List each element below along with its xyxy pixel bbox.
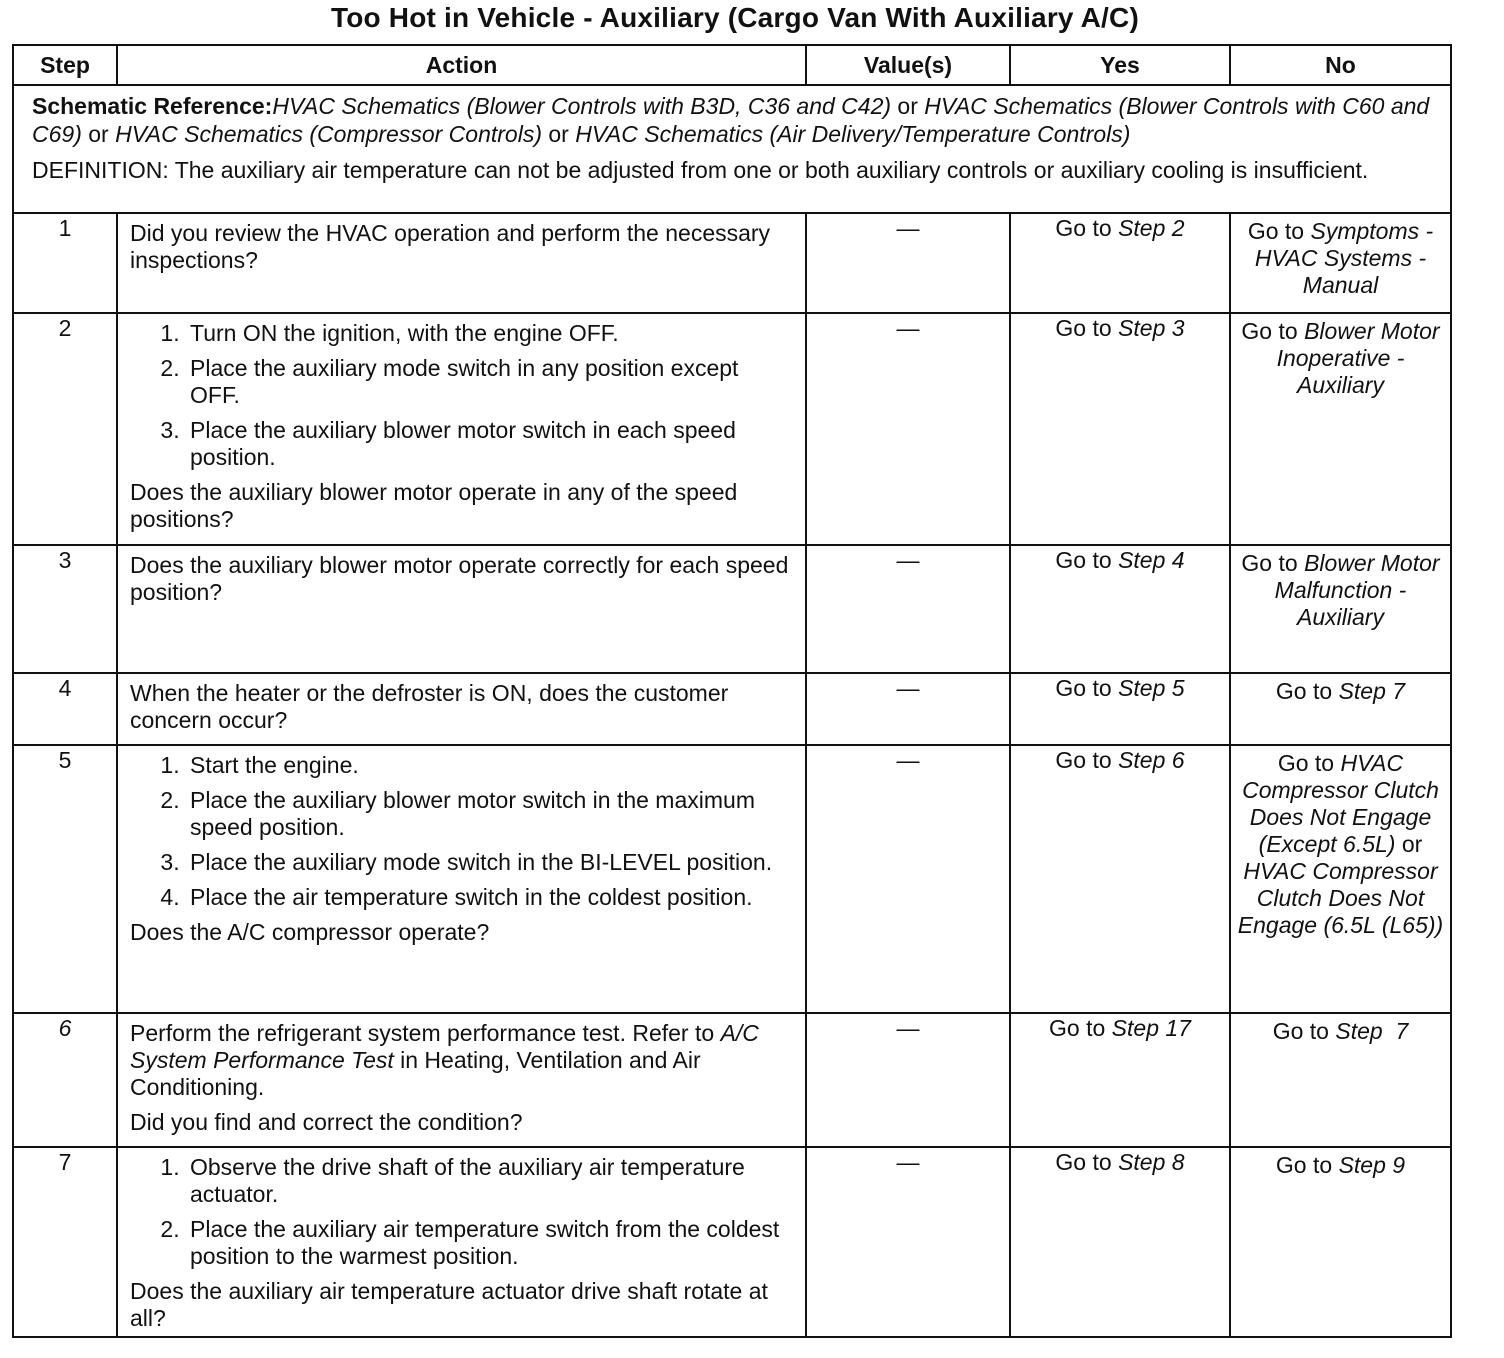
table-row <box>13 545 1451 673</box>
step-number: 3 <box>13 545 117 673</box>
instruction-ref-link[interactable]: A/C System Performance Test <box>130 1020 759 1073</box>
yes-cell <box>1010 1013 1230 1147</box>
instruction-text <box>130 1020 793 1101</box>
goto-prefix: Go to <box>1241 318 1305 344</box>
no-cell <box>1230 1147 1451 1337</box>
yes-link[interactable]: Step 3 <box>1118 315 1185 341</box>
list-item: 3. Place the auxiliary mode switch in the BI-LEVEL position. <box>186 849 793 876</box>
list-item: 1. Turn ON the ignition, with the engine OFF. <box>186 320 793 347</box>
no-cell <box>1230 745 1451 1013</box>
goto-prefix: Go to <box>1055 675 1119 701</box>
schematic-label: Schematic Reference: <box>32 93 273 119</box>
goto-prefix: Go to <box>1055 315 1119 341</box>
list-item: 2. Place the auxiliary mode switch in any position except OFF. <box>186 355 793 409</box>
yes-link[interactable]: Step 5 <box>1118 675 1185 701</box>
value-cell: — <box>806 313 1010 545</box>
yes-cell <box>1010 545 1230 673</box>
yes-cell <box>1010 313 1230 545</box>
value-cell: — <box>806 213 1010 313</box>
value-cell: — <box>806 745 1010 1013</box>
header-row <box>13 45 1451 85</box>
yes-cell <box>1010 745 1230 1013</box>
page-title: Too Hot in Vehicle - Auxiliary (Cargo Van With Auxiliary A/C) <box>331 2 1139 33</box>
question-text: Does the auxiliary blower motor operate in any of the speed positions? <box>130 479 738 532</box>
yes-link[interactable]: Step 8 <box>1118 1149 1185 1175</box>
no-cell <box>1230 213 1451 313</box>
yes-cell <box>1010 213 1230 313</box>
step-number: 5 <box>13 745 117 1013</box>
goto-prefix: Go to <box>1247 218 1311 244</box>
goto-prefix: Go to <box>1275 678 1339 704</box>
schematic-ref-4[interactable]: HVAC Schematics (Air Delivery/Temperature Controls) <box>575 121 1131 147</box>
no-link[interactable]: Step 9 <box>1338 1152 1406 1178</box>
or-text: or <box>891 93 925 119</box>
action-cell <box>117 1013 806 1147</box>
list-item: 3. Place the auxiliary blower motor switch in each speed position. <box>186 417 793 471</box>
no-link[interactable]: Step 7 <box>1335 1018 1409 1044</box>
schematic-reference <box>32 92 1432 148</box>
or-text: or <box>542 121 576 147</box>
list-item: 1. Observe the drive shaft of the auxiliary air temperature actuator. <box>186 1154 793 1208</box>
value-cell: — <box>806 673 1010 745</box>
header-action: Action <box>117 45 806 85</box>
no-cell <box>1230 673 1451 745</box>
table-row <box>13 313 1451 545</box>
table-row <box>13 673 1451 745</box>
action-cell <box>117 673 806 745</box>
schematic-ref-2[interactable]: HVAC Schematics (Blower Controls with C60 and C69) <box>32 93 1430 147</box>
header-no: No <box>1230 45 1451 85</box>
goto-prefix: Go to <box>1277 750 1341 776</box>
schematic-ref-3[interactable]: HVAC Schematics (Compressor Controls) <box>115 121 542 147</box>
question-text: Does the auxiliary blower motor operate correctly for each speed position? <box>130 552 789 605</box>
no-link[interactable]: Blower Motor Malfunction - Auxiliary <box>1274 550 1440 630</box>
goto-prefix: Go to <box>1049 1015 1112 1041</box>
question-text: Did you review the HVAC operation and perform the necessary inspections? <box>130 220 771 273</box>
value-cell: — <box>806 1147 1010 1337</box>
table-row <box>13 1013 1451 1147</box>
no-link-a[interactable]: HVAC Compressor Clutch Does Not Engage (Except 6.5L) <box>1242 750 1439 857</box>
goto-prefix: Go to <box>1241 550 1305 576</box>
list-item: 4. Place the air temperature switch in the coldest position. <box>186 884 793 911</box>
value-cell: — <box>806 1013 1010 1147</box>
step-number: 4 <box>13 673 117 745</box>
no-link-b[interactable]: HVAC Compressor Clutch Does Not Engage (6.5L (L65)) <box>1237 858 1444 938</box>
action-cell <box>117 1147 806 1337</box>
diagnostic-table <box>12 44 1452 1338</box>
step-number: 7 <box>13 1147 117 1337</box>
no-cell <box>1230 545 1451 673</box>
yes-link[interactable]: Step 4 <box>1118 547 1185 573</box>
step-number: 2 <box>13 313 117 545</box>
definition-text: DEFINITION: The auxiliary air temperature can not be adjusted from one or both auxiliary controls or auxiliary cooling is insufficient. <box>32 157 1369 183</box>
instruction-list <box>130 320 793 471</box>
table-row <box>13 745 1451 1013</box>
step-number <box>13 1013 117 1147</box>
schematic-ref-1[interactable]: HVAC Schematics (Blower Controls with B3D, C36 and C42) <box>272 93 892 119</box>
instruction-list <box>130 1154 793 1270</box>
no-link[interactable]: Blower Motor Inoperative - Auxiliary <box>1276 318 1440 398</box>
yes-link[interactable]: Step 17 <box>1111 1015 1191 1041</box>
schematic-cell <box>13 85 1451 213</box>
action-cell <box>117 545 806 673</box>
goto-prefix: Go to <box>1055 1149 1119 1175</box>
no-link[interactable]: Symptoms - HVAC Systems - Manual <box>1254 218 1434 298</box>
list-item: 2. Place the auxiliary air temperature switch from the coldest position to the warmest position. <box>186 1216 793 1270</box>
instruction-pre: Perform the refrigerant system performance test. Refer to <box>130 1020 721 1046</box>
no-cell <box>1230 313 1451 545</box>
action-cell <box>117 313 806 545</box>
list-item: 1. Start the engine. <box>186 752 793 779</box>
or-text: or <box>81 121 116 147</box>
value-cell: — <box>806 545 1010 673</box>
yes-link[interactable]: Step 6 <box>1118 747 1185 773</box>
schematic-row <box>13 85 1451 213</box>
question-text: Did you find and correct the condition? <box>130 1109 523 1135</box>
instruction-post: in Heating, Ventilation and Air Conditioning. <box>130 1047 701 1100</box>
table-row <box>13 213 1451 313</box>
list-item: 2. Place the auxiliary blower motor switch in the maximum speed position. <box>186 787 793 841</box>
header-step: Step <box>13 45 117 85</box>
step-number: 1 <box>13 213 117 313</box>
goto-prefix: Go to <box>1275 1152 1339 1178</box>
header-yes: Yes <box>1010 45 1230 85</box>
goto-prefix: Go to <box>1055 215 1119 241</box>
step-number-text: 6 <box>58 1015 72 1041</box>
question-text: Does the auxiliary air temperature actuator drive shaft rotate at all? <box>130 1278 768 1331</box>
goto-prefix: Go to <box>1055 547 1119 573</box>
yes-cell <box>1010 673 1230 745</box>
instruction-list <box>130 752 793 911</box>
action-cell <box>117 213 806 313</box>
yes-link[interactable]: Step 2 <box>1118 215 1185 241</box>
question-text: Does the A/C compressor operate? <box>130 919 490 945</box>
goto-prefix: Go to <box>1055 747 1119 773</box>
header-values: Value(s) <box>806 45 1010 85</box>
no-cell <box>1230 1013 1451 1147</box>
no-link[interactable]: Step 7 <box>1338 678 1406 704</box>
or-text: or <box>1395 831 1423 857</box>
question-text: When the heater or the defroster is ON, does the customer concern occur? <box>130 680 729 733</box>
action-cell <box>117 745 806 1013</box>
yes-cell <box>1010 1147 1230 1337</box>
table-row <box>13 1147 1451 1337</box>
goto-prefix: Go to <box>1272 1018 1336 1044</box>
